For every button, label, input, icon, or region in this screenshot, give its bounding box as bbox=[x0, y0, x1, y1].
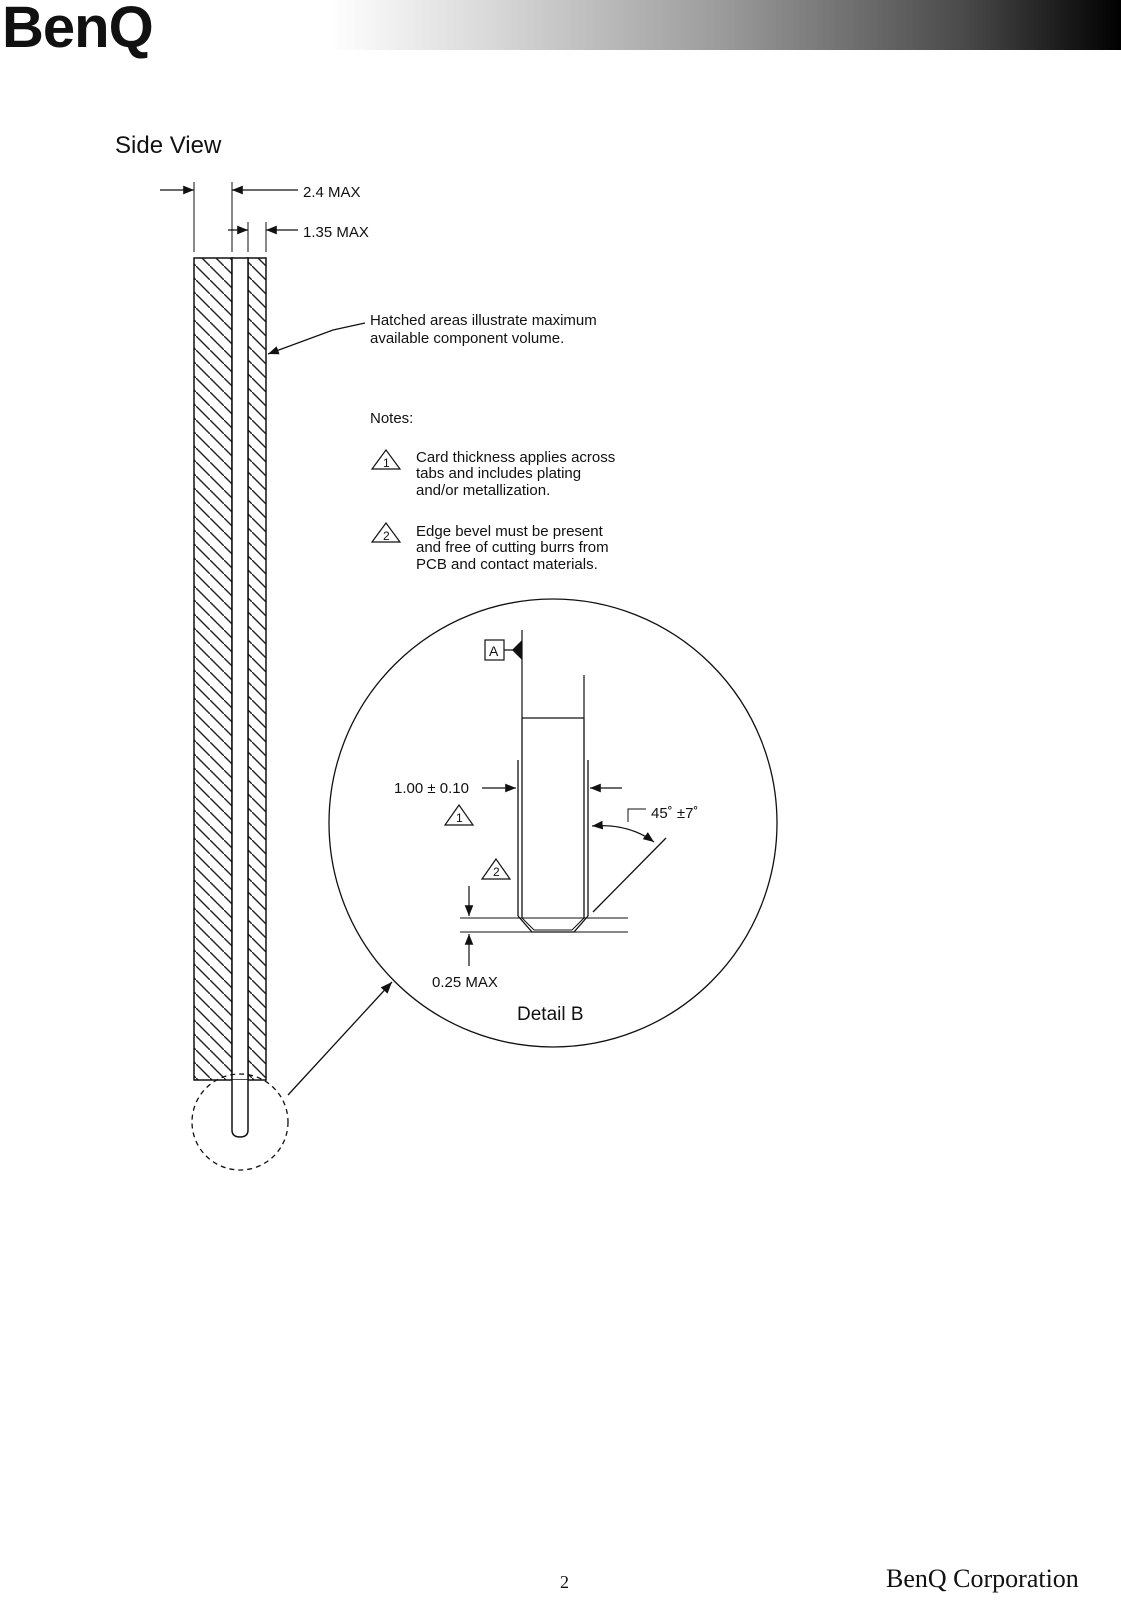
notes-heading: Notes: bbox=[370, 410, 414, 427]
page-number: 2 bbox=[560, 1572, 569, 1592]
dimension-overall-label: 2.4 MAX bbox=[303, 184, 361, 201]
note-2-line2: and free of cutting burrs from bbox=[416, 539, 609, 556]
dimension-inner bbox=[228, 222, 369, 252]
note-1-line3: and/or metallization. bbox=[416, 482, 551, 499]
card-side-view bbox=[192, 258, 288, 1170]
bevel-depth-label: 0.25 MAX bbox=[432, 974, 498, 991]
bevel-angle-label: 45˚ ±7˚ bbox=[651, 805, 699, 822]
detail-b-label: Detail B bbox=[517, 1004, 584, 1025]
detail-note-2-number: 2 bbox=[493, 865, 500, 879]
benq-logo: BenQ bbox=[2, 0, 153, 60]
datum-a-label: A bbox=[489, 643, 499, 659]
card-edge-tab bbox=[232, 1080, 248, 1137]
hatch-annotation bbox=[268, 312, 597, 354]
thickness-label: 1.00 ± 0.10 bbox=[394, 780, 469, 797]
note-1-number: 1 bbox=[383, 456, 390, 470]
pcb-core bbox=[232, 258, 248, 1080]
hatch-annotation-line2: available component volume. bbox=[370, 330, 565, 347]
note-1-line2: tabs and includes plating bbox=[416, 465, 582, 482]
note-2-line1: Edge bevel must be present bbox=[416, 523, 603, 540]
detail-leader-arrow bbox=[288, 982, 392, 1095]
hatch-annotation-line1: Hatched areas illustrate maximum bbox=[370, 312, 597, 329]
section-title: Side View bbox=[115, 132, 222, 159]
detail-note-1-number: 1 bbox=[456, 811, 463, 825]
footer-company: BenQ Corporation bbox=[886, 1564, 1079, 1593]
dimension-inner-label: 1.35 MAX bbox=[303, 224, 369, 241]
detail-b bbox=[329, 599, 777, 1047]
note-2-line3: PCB and contact materials. bbox=[416, 556, 598, 573]
detail-b-circle bbox=[329, 599, 777, 1047]
dimension-overall bbox=[160, 182, 361, 252]
hatched-area-left bbox=[194, 258, 232, 1080]
hatched-area-right bbox=[248, 258, 266, 1080]
note-2-number: 2 bbox=[383, 529, 390, 543]
note-1-line1: Card thickness applies across bbox=[416, 449, 616, 466]
notes-block bbox=[370, 410, 615, 573]
